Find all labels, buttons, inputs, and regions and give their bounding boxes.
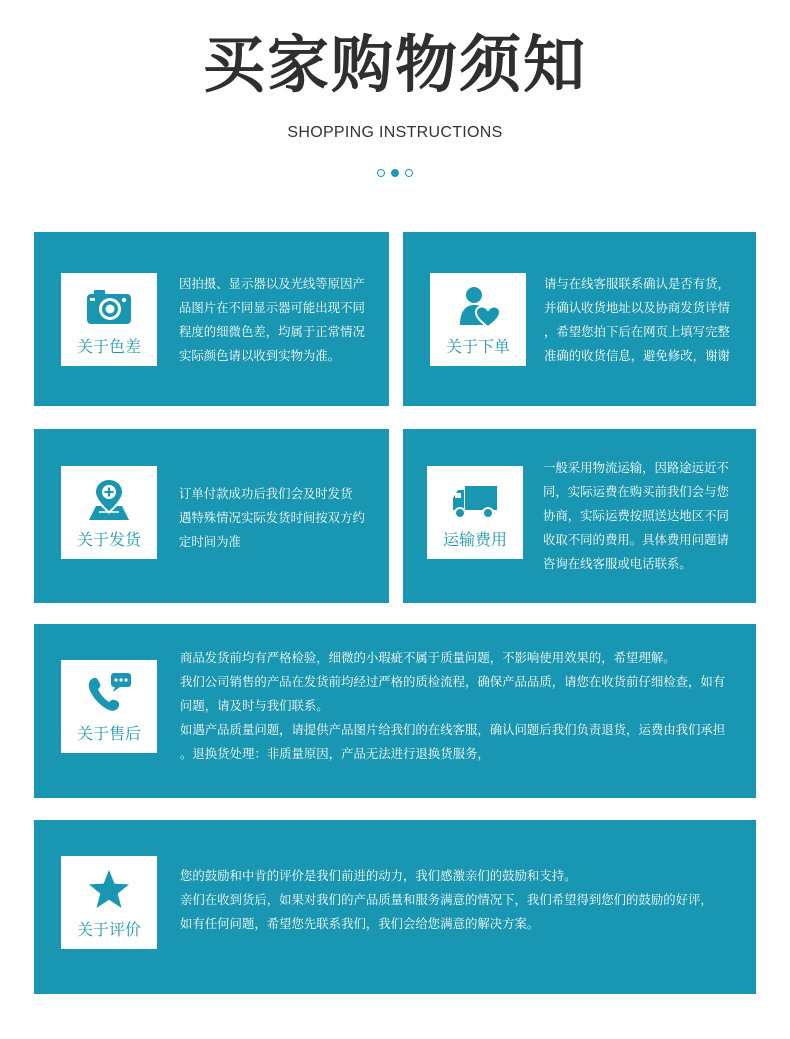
card-text-line: 协商，实际运费按照送达地区不同	[543, 508, 729, 523]
card-text-line: 亲们在收到货后，如果对我们的产品质量和服务满意的情况下，我们希望得到您们的鼓励的好评，	[180, 892, 713, 907]
card-text-line: 收取不同的费用。具体费用问题请	[543, 532, 729, 547]
dot-outline-right	[405, 169, 413, 177]
card-label: 运输费用	[442, 530, 507, 549]
card-text	[180, 646, 750, 766]
card-label: 关于色差	[76, 337, 141, 356]
card-text-line: 问题，请及时与我们联系。	[180, 698, 329, 713]
card-text-line: 程度的细微色差，均属于正常情况	[179, 324, 365, 339]
card-freight	[403, 429, 756, 603]
page-subtitle: SHOPPING INSTRUCTIONS	[287, 124, 503, 141]
card-after-sales	[34, 624, 756, 798]
card-shipping	[34, 429, 389, 603]
card-text-line: 实际颜色请以收到实物为准。	[179, 348, 341, 363]
icon-box	[61, 660, 157, 753]
card-text-line: 请与在线客服联系确认是否有货，	[544, 276, 730, 291]
card-reviews	[34, 820, 756, 994]
card-text-line: 订单付款成功后我们会及时发货	[179, 486, 353, 501]
card-ordering	[403, 232, 756, 406]
dot-filled-center	[391, 169, 399, 177]
card-text	[179, 482, 384, 554]
card-text-line: 并确认收货地址以及协商发货详情	[544, 300, 730, 315]
card-text-line: 如有任何问题，希望您先联系我们，我们会给您满意的解决方案。	[180, 916, 540, 931]
card-text	[179, 272, 379, 368]
card-text-line: 同，实际运费在购买前我们会与您	[543, 484, 729, 499]
icon-box	[61, 273, 157, 366]
page-title: 买家购物须知	[202, 28, 587, 101]
icon-box	[427, 466, 523, 559]
user-heart-icon	[454, 285, 502, 329]
card-label: 关于评价	[76, 920, 141, 939]
location-map-icon	[85, 478, 133, 522]
card-text-line: 您的鼓励和中肯的评价是我们前进的动力，我们感激亲们的鼓励和支持。	[180, 868, 577, 883]
camera-icon	[85, 285, 133, 329]
card-text-line: 商品发货前均有严格检验，细微的小瑕疵不属于质量问题，不影响使用效果的，希望理解。	[180, 650, 676, 665]
card-color-difference	[34, 232, 389, 406]
card-text-line: 一般采用物流运输，因路途远近不	[543, 460, 729, 475]
card-text-line: 我们公司销售的产品在发货前均经过严格的质检流程，确保产品品质，请您在收货前仔细检查，如有	[180, 674, 726, 689]
icon-box	[61, 856, 157, 949]
dot-outline-left	[377, 169, 385, 177]
card-text-line: 如遇产品质量问题，请提供产品图片给我们的在线客服，确认问题后我们负责退货，运费由我们承担	[180, 722, 726, 737]
card-label: 关于发货	[76, 530, 141, 549]
card-text	[180, 864, 750, 936]
card-text-line: 准确的收货信息，避免修改，谢谢	[544, 348, 730, 363]
card-label: 关于下单	[445, 337, 510, 356]
truck-icon	[451, 478, 499, 522]
icon-box	[430, 273, 526, 366]
card-text-line: ，希望您拍下后在网页上填写完整	[544, 324, 730, 339]
decorative-dots	[0, 169, 790, 179]
card-text-line: 咨询在线客服或电话联系。	[543, 556, 692, 571]
phone-chat-icon	[85, 672, 133, 716]
card-text	[544, 272, 750, 368]
card-text-line: 品图片在不同显示器可能出现不同	[179, 300, 365, 315]
card-text-line: 。退换货处理：非质量原因，产品无法进行退换货服务，	[180, 746, 490, 761]
card-text-line: 因拍摄、显示器以及光线等原因产	[179, 276, 365, 291]
star-icon	[85, 868, 133, 912]
card-text-line: 遇特殊情况实际发货时间按双方约	[179, 510, 365, 525]
card-text-line: 定时间为准	[179, 534, 241, 549]
icon-box	[61, 466, 157, 559]
card-label: 关于售后	[76, 724, 141, 743]
card-text	[543, 456, 750, 576]
